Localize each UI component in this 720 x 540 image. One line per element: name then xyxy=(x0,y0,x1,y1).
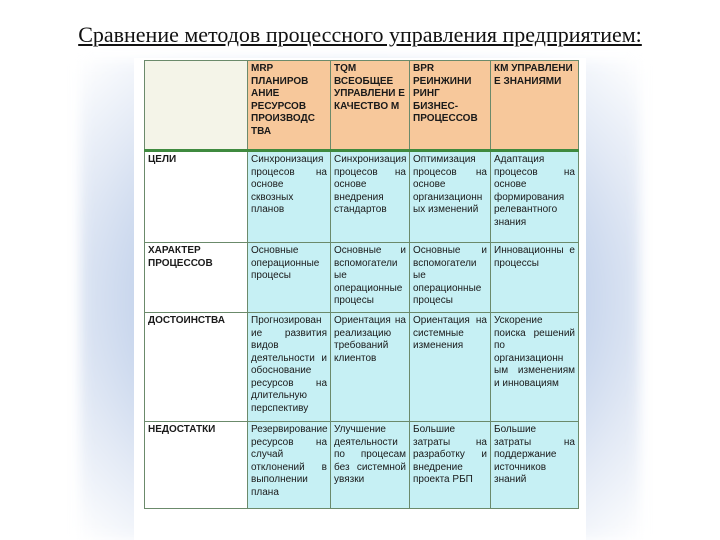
table-cell: Синхронизация процесов на основе сквозных планов xyxy=(248,151,331,243)
table-cell: Основные и вспомогатели ые операционные процесы xyxy=(331,243,410,313)
table-cell: Основные операционные процесы xyxy=(248,243,331,313)
table-cell: Большие затраты на разработку и внедрение проекта РБП xyxy=(410,422,491,509)
table-cell: Ориентация на реализацию требований клиентов xyxy=(331,313,410,422)
table-cell: Оптимизация процесов на основе организационн ых изменений xyxy=(410,151,491,243)
table-cell: Синхронизация процесов на основе внедрения стандартов xyxy=(331,151,410,243)
table-row-process-type xyxy=(145,243,579,313)
table-cell: Ускорение поиска решений по организационн ым изменениям и инновациям xyxy=(491,313,579,422)
slide-title: Сравнение методов процессного управления предприятием: xyxy=(78,22,642,47)
table-cell: Основные и вспомогатели ые операционные процесы xyxy=(410,243,491,313)
table-cell: Прогнозирован ие развития видов деятельности и обоснование ресурсов на длительную перспективу xyxy=(248,313,331,422)
table-row-advantages xyxy=(145,313,579,422)
column-header-bpr: BPR РЕИНЖИНИ РИНГ БИЗНЕС-ПРОЦЕССОВ xyxy=(410,61,491,151)
table-cell: Улучшение деятельности по процесам без системной увязки xyxy=(331,422,410,509)
row-label: НЕДОСТАТКИ xyxy=(145,422,248,509)
table-cell: Резервирование ресурсов на случай отклонений в выполнении плана xyxy=(248,422,331,509)
header-corner-cell xyxy=(145,61,248,151)
table-row-goals xyxy=(145,151,579,243)
table-row-disadvantages xyxy=(145,422,579,509)
row-label: ДОСТОИНСТВА xyxy=(145,313,248,422)
table-cell: Адаптация процесов на основе формирования релевантного знания xyxy=(491,151,579,243)
row-label: ХАРАКТЕР ПРОЦЕССОВ xyxy=(145,243,248,313)
row-label: ЦЕЛИ xyxy=(145,151,248,243)
comparison-table xyxy=(144,60,579,509)
table-cell: Большие затраты на поддержание источников знаний xyxy=(491,422,579,509)
table-header-row xyxy=(145,61,579,151)
column-header-tqm: TQM ВСЕОБЩЕЕ УПРАВЛЕНИ Е КАЧЕСТВО М xyxy=(331,61,410,151)
column-header-km: КМ УПРАВЛЕНИ Е ЗНАНИЯМИ xyxy=(491,61,579,151)
table-cell: Инновационны е процессы xyxy=(491,243,579,313)
column-header-mrp: MRP ПЛАНИРОВ АНИЕ РЕСУРСОВ ПРОИЗВОДС ТВА xyxy=(248,61,331,151)
table-cell: Ориентация на системные изменения xyxy=(410,313,491,422)
